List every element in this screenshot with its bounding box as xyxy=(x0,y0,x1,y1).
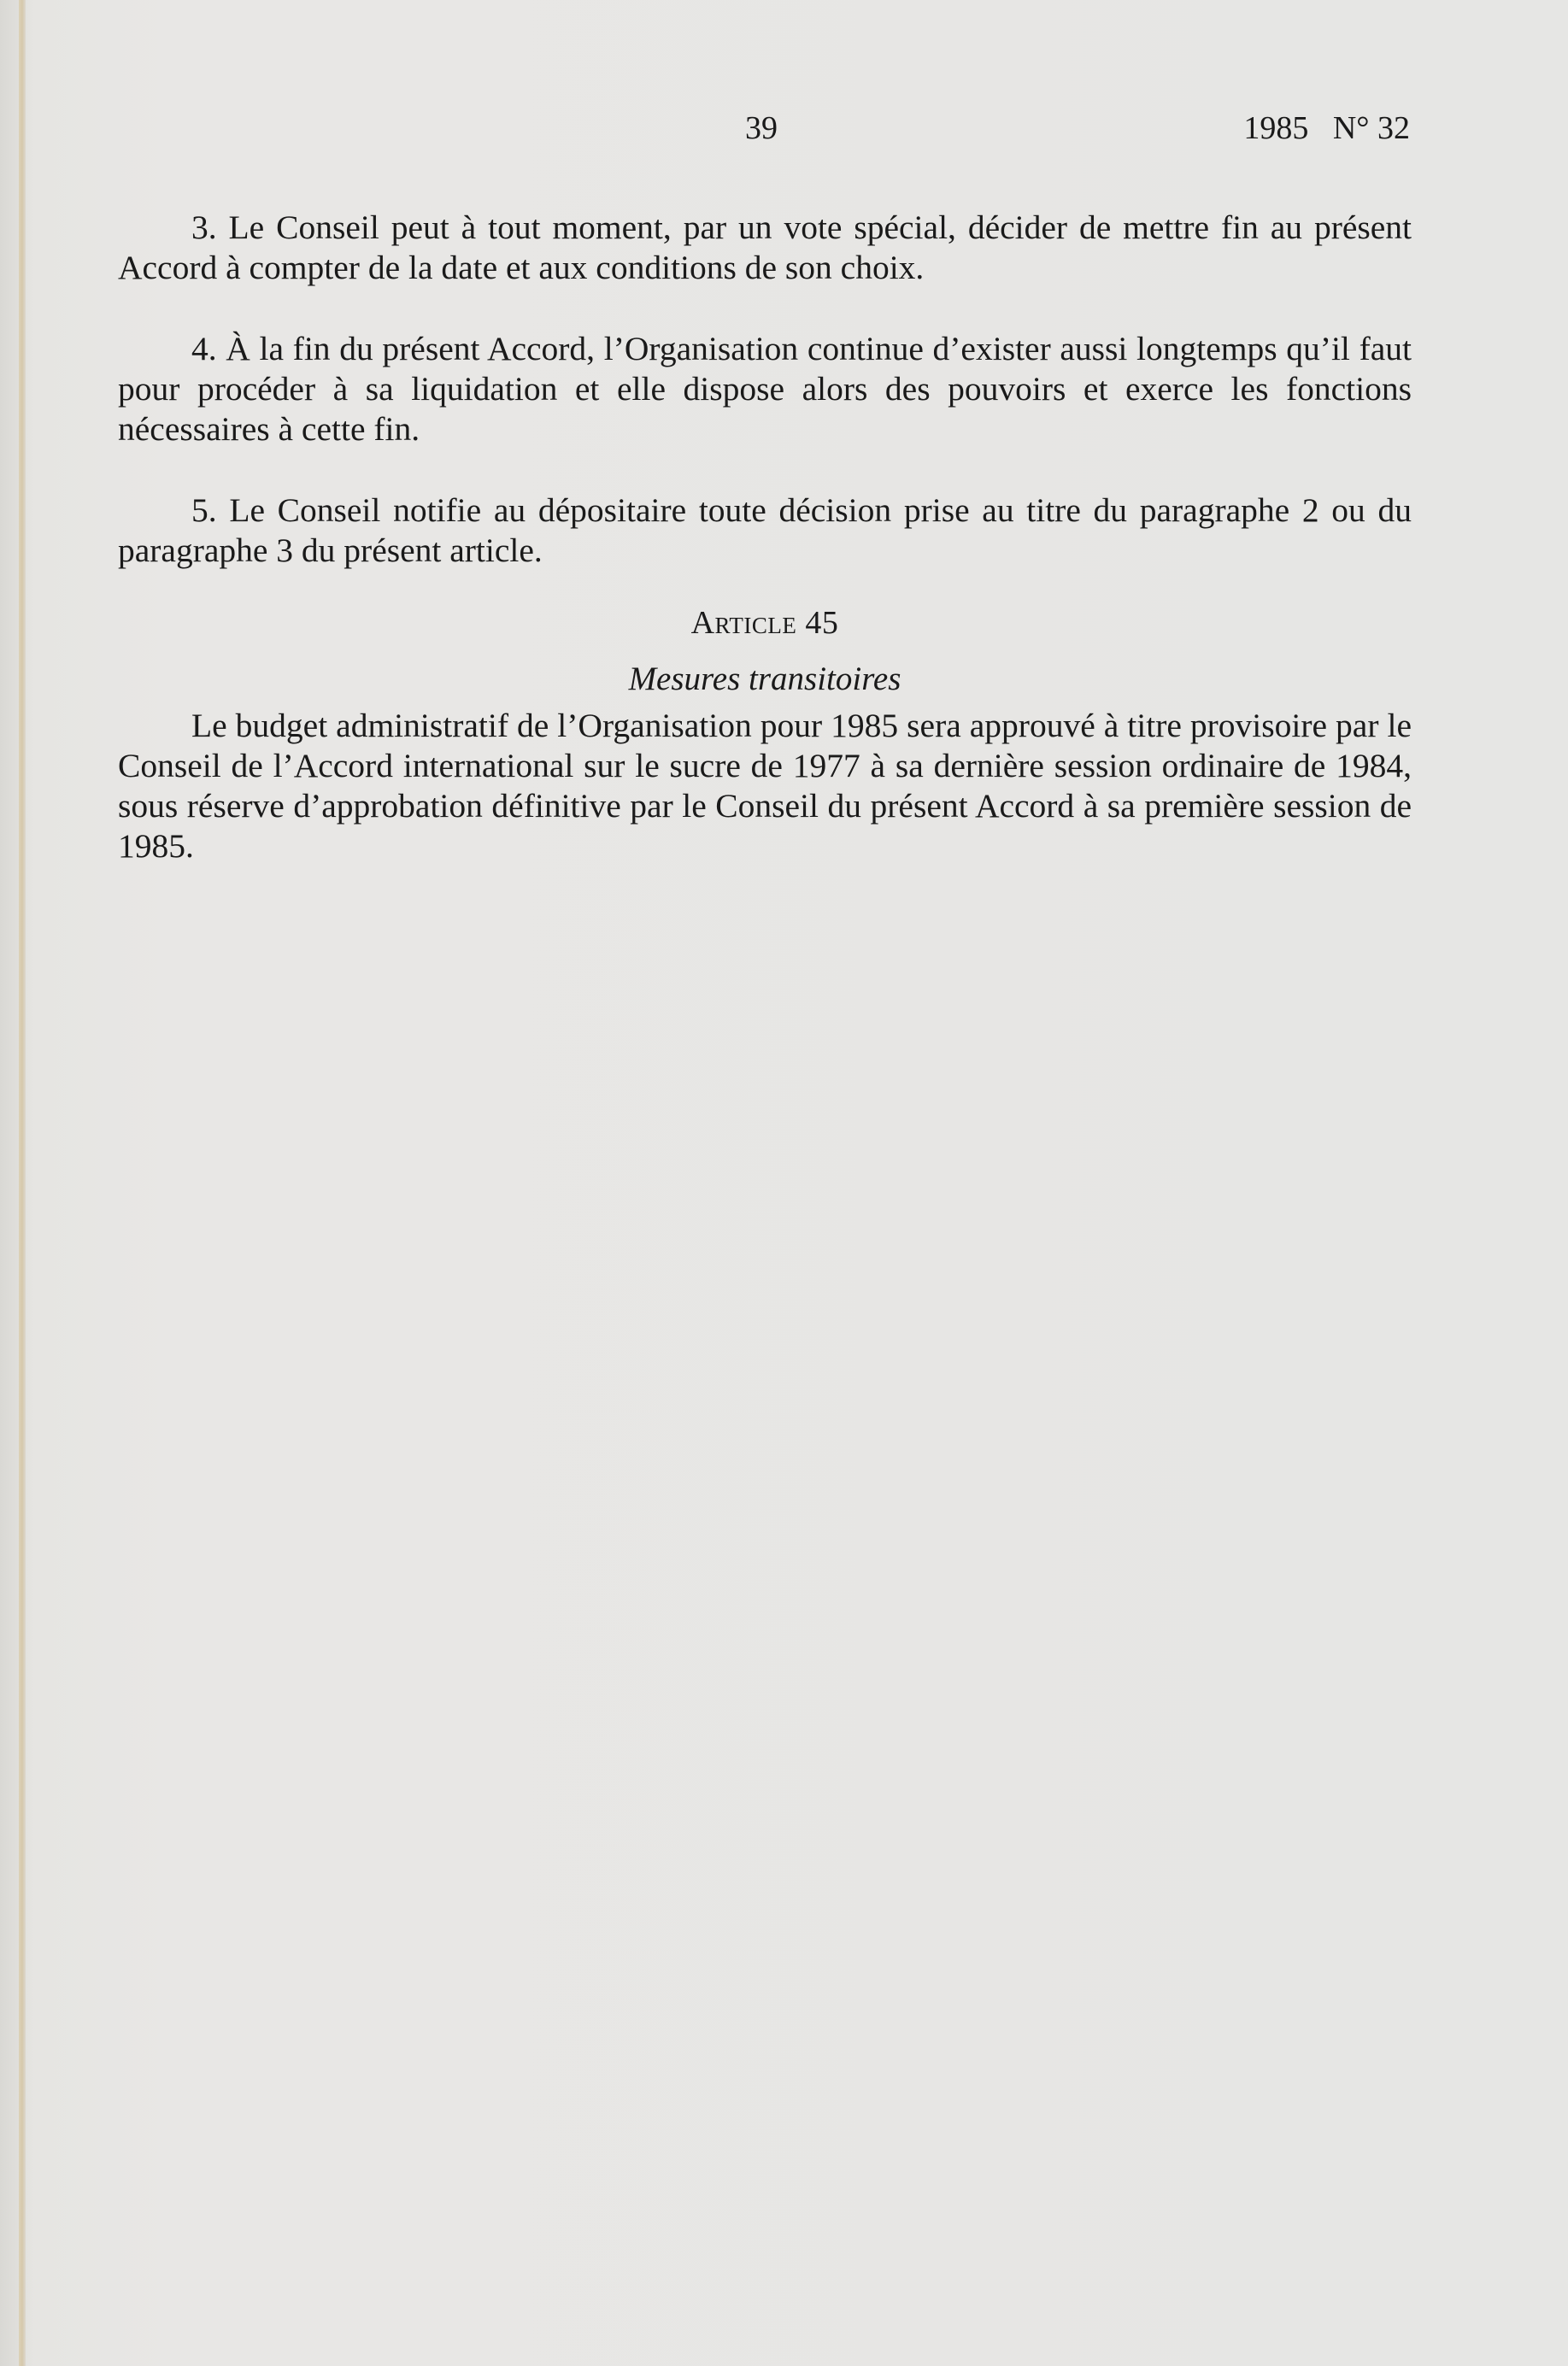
paragraph-number: 5. xyxy=(191,491,217,529)
paragraph-text: À la fin du présent Accord, l’Organisation continue d’exister aussi longtemps qu’il faut pour procéder à sa liquidation et elle dispose alors des pouvoirs et exerce les fonctions nécessaires à cette fin. xyxy=(118,330,1412,448)
paragraph-number: 4. xyxy=(191,330,217,367)
document-body xyxy=(118,208,1412,907)
treaty-reference: 1985 N° 32 xyxy=(1243,110,1410,146)
page-header xyxy=(0,109,1568,157)
article-body: Le budget administratif de l’Organisation pour 1985 sera approuvé à titre provisoire par le Conseil de l’Accord international sur le sucre de 1977 à sa dernière session ordinaire de 1984, sous réserve d’approbation définitive par le Conseil du présent Accord à sa première session de 1985. xyxy=(118,707,1412,865)
paragraph-text: Le Conseil notifie au dépositaire toute décision prise au titre du paragraphe 2 ou du paragraphe 3 du présent article. xyxy=(118,491,1412,569)
page-number: 39 xyxy=(745,110,778,146)
article-heading: Article 45 xyxy=(690,605,839,641)
article-title: Mesures transitoires xyxy=(628,660,901,697)
paragraph-5 xyxy=(118,490,1412,571)
paragraph-4 xyxy=(118,329,1412,449)
paragraph-3 xyxy=(118,208,1412,288)
paragraph-text: Le Conseil peut à tout moment, par un vote spécial, décider de mettre fin au présent Accord à compter de la date et aux conditions de son choix. xyxy=(118,208,1412,286)
page-binding-edge xyxy=(19,0,26,2366)
paragraph-number: 3. xyxy=(191,208,217,246)
